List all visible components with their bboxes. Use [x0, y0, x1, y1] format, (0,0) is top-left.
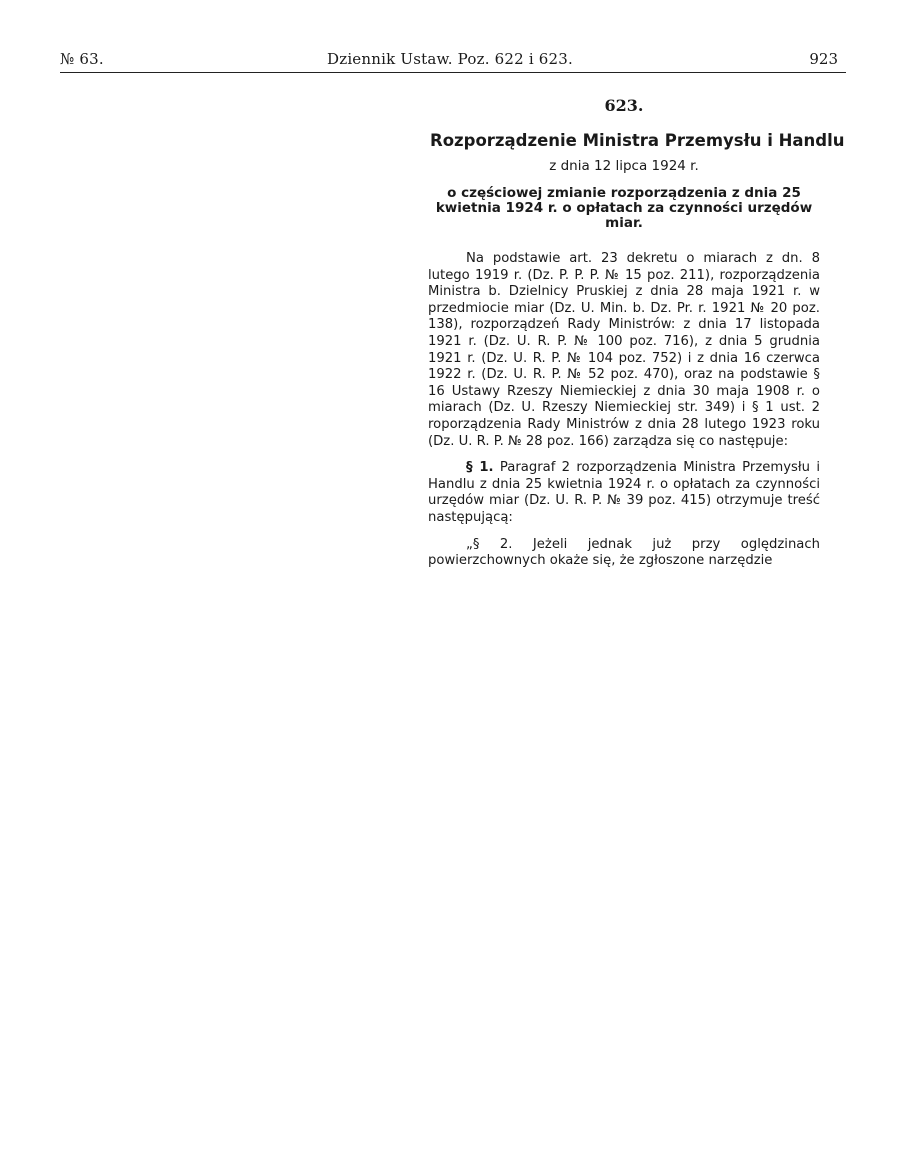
preamble-paragraph: Na podstawie art. 23 dekretu o miarach z dn. 8 lutego 1919 r. (Dz. P. P. P. № 15 poz. 211), rozporządzenia Ministra b. Dzielnicy Pruskiej z dnia 28 maja 1921 r. w przedmiocie miar (Dz. U. Min. b. Dz. Pr. r. 1921 № 20 poz. 138), rozporządzeń Rady Ministrów: z dnia 17 listopada 1921 r. (Dz. U. R. P. № 100 poz. 716), z dnia 5 grudnia 1921 r. (Dz. U. R. P. № 104 poz. 752) i z dnia 16 czerwca 1922 r. (Dz. U. R. P. № 52 poz. 470), oraz na podstawie § 16 Ustawy Rzeszy Niemieckiej z dnia 30 maja 1908 r. o miarach (Dz. U. Rzeszy Niemieckiej str. 349) i § 1 ust. 2 roporządzenia Rady Ministrów z dnia 28 lutego 1923 roku (Dz. U. R. P. № 28 poz. 166) zarządza się co następuje:: [428, 251, 820, 449]
journal-title: Dziennik Ustaw. Poz. 622 i 623.: [326, 50, 573, 68]
section-1-paragraph: [428, 460, 820, 526]
position-number: 623.: [604, 96, 644, 115]
journal-issue-number: № 63.: [60, 50, 104, 68]
section-1-text: Paragraf 2 rozporządzenia Ministra Przemysłu i Handlu z dnia 25 kwietnia 1924 r. o opłatach za czynności urzędów miar (Dz. U. R. P. № 39 poz. 415) otrzymuje treść następującą:: [428, 460, 820, 525]
section-1-label: § 1.: [466, 460, 494, 476]
regulation-article: [428, 96, 845, 580]
regulation-date: z dnia 12 lipca 1924 r.: [549, 158, 699, 174]
header-rule: [60, 72, 846, 73]
regulation-title: Rozporządzenie Ministra Przemysłu i Handlu: [430, 131, 845, 150]
quoted-section-2-paragraph: „§ 2. Jeżeli jednak już przy oględzinach powierzchownych okaże się, że zgłoszone narzędzie: [428, 536, 820, 569]
page-number: 923: [809, 50, 838, 68]
page-header: [60, 50, 840, 74]
regulation-subject: o częściowej zmianie rozporządzenia z dnia 25 kwietnia 1924 r. o opłatach za czynności urzędów miar.: [435, 185, 813, 231]
